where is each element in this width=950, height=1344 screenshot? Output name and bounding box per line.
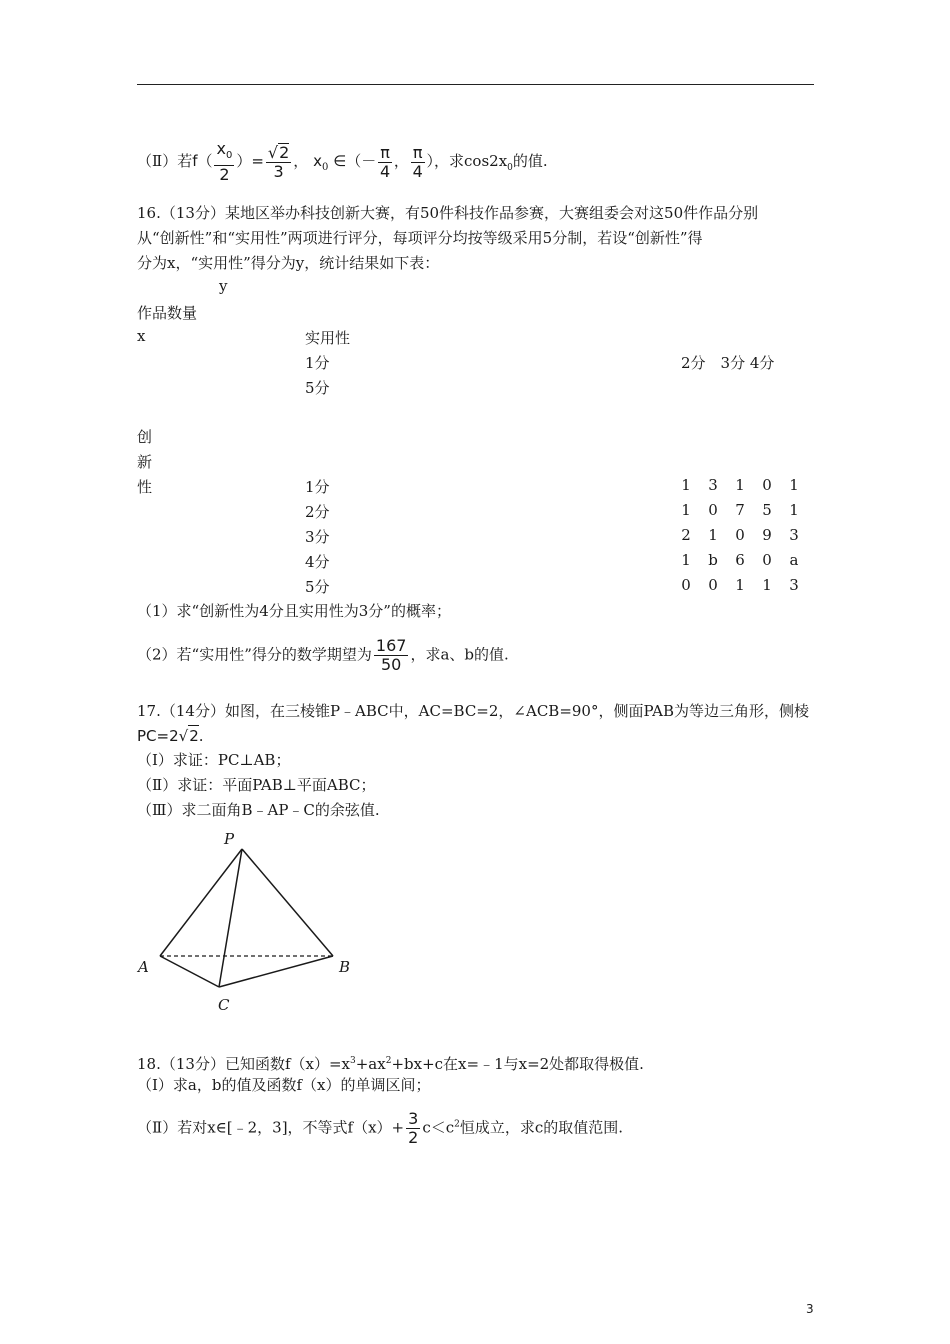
edge-CB — [219, 956, 333, 987]
edge-AC — [160, 956, 219, 987]
q16-line3: 分为x，“实用性”得分为y，统计结果如下表： — [137, 254, 440, 272]
table-cell: 6 — [735, 551, 745, 569]
table-x-label: x — [137, 327, 146, 345]
frac-pi-over-4-b: $\frac{\pi}{4}$ — [412, 142, 423, 181]
row-label-5: 5分 — [305, 578, 330, 596]
table-cell: 0 — [708, 501, 718, 519]
table-cell: a — [789, 551, 799, 569]
row-label-2: 2分 — [305, 503, 330, 521]
q16-line1: 16.（13分）某地区举办科技创新大赛，有50件科技作品参赛，大赛组委会对这50件作品分别 — [137, 204, 759, 222]
frac-x0-over-2: $\frac{x_0}{2}$ — [216, 139, 233, 185]
table-cell: 9 — [762, 526, 772, 544]
frac-167-over-50: $\frac{167}{50}$ — [375, 636, 407, 674]
table-cell: 1 — [735, 476, 745, 494]
page-number: 3 — [806, 1302, 814, 1316]
table-cell: 1 — [735, 576, 745, 594]
table-col-header: 实用性 — [305, 329, 351, 347]
table-cell: 1 — [681, 501, 691, 519]
table-cell: 2 — [681, 526, 691, 544]
vertex-label-P: P — [224, 830, 235, 848]
row-header-char-3: 性 — [137, 478, 153, 496]
table-cell: 5 — [762, 501, 772, 519]
frac-3-over-2: $\frac{3}{2}$ — [408, 1109, 419, 1147]
row-label-3: 3分 — [305, 528, 330, 546]
table-cell: 7 — [735, 501, 745, 519]
q16-sub2: （2）若“实用性”得分的数学期望为 $\frac{167}{50}$ ，求a、b的值. — [137, 636, 509, 674]
frac-pi-over-4-a: $\frac{\pi}{4}$ — [379, 142, 391, 181]
q16-line2: 从“创新性”和“实用性”两项进行评分，每项评分均按等级采用5分制，若设“创新性”得 — [137, 229, 703, 247]
edge-PA — [160, 849, 242, 956]
table-cell: 1 — [681, 476, 691, 494]
table-count-label: 作品数量 — [137, 304, 198, 322]
table-cell: 0 — [762, 476, 772, 494]
table-cell: 1 — [681, 551, 691, 569]
edge-PB — [242, 849, 333, 956]
table-cell: 1 — [789, 476, 799, 494]
q18-line1: 18.（13分）已知函数$f(x)=x^3+ax^2+bx+c$在x=﹣1与x=2处都取得极值. — [137, 1055, 644, 1073]
header-rule — [137, 84, 814, 85]
table-cell: b — [708, 551, 718, 569]
row-header-char-2: 新 — [137, 453, 153, 471]
row-label-4: 4分 — [305, 553, 330, 571]
q17-sub1: （Ⅰ）求证：PC⊥AB； — [137, 751, 291, 769]
table-cell: 1 — [789, 501, 799, 519]
tetrahedron-figure — [130, 825, 370, 1020]
q17-line1: 17.（14分）如图，在三棱锥P﹣ABC中，AC=BC=2，∠ACB=90°，侧面PAB为等边三角形，侧棱 — [137, 702, 810, 720]
frac-sqrt2-over-3: $\frac{√2}{3}$ — [267, 143, 290, 182]
vertex-label-A: A — [138, 958, 149, 976]
table-cell: 0 — [762, 551, 772, 569]
table-y-label: y — [219, 277, 228, 295]
table-cell: 1 — [708, 526, 718, 544]
edge-PC — [219, 849, 242, 987]
table-cols-rest: 2分 3分 4分 — [681, 354, 775, 372]
row-label-1: 1分 — [305, 478, 330, 496]
q18-sub1: （Ⅰ）求a，b的值及函数f（x）的单调区间； — [137, 1076, 431, 1094]
q16-sub1: （1）求“创新性为4分且实用性为3分”的概率； — [137, 602, 451, 620]
table-cell: 3 — [789, 576, 799, 594]
table-cell: 3 — [708, 476, 718, 494]
table-cell: 0 — [708, 576, 718, 594]
table-cell: 0 — [735, 526, 745, 544]
q17-sub2: （Ⅱ）求证：平面PAB⊥平面ABC； — [137, 776, 376, 794]
table-cell: 1 — [762, 576, 772, 594]
row-header-char-1: 创 — [137, 428, 153, 446]
q15-part2: （Ⅱ）若f（ $\frac{x_0}{2}$ ）= $\frac{√2}{3}$ ， $x_0$ ∈（－ $\frac{\pi}{4}$ ， $\frac{\pi}{4}$ ），求$\cos 2x_0$的值. — [137, 139, 548, 185]
table-col-1: 1分 — [305, 354, 330, 372]
q18-sub2: （Ⅱ）若对x∈[﹣2，3]，不等式f（x）+ $\frac{3}{2}$ $c<c^2$恒成立，求c的取值范围. — [137, 1109, 624, 1147]
q17-line2: PC=2√2. — [137, 727, 204, 745]
vertex-label-C: C — [218, 996, 230, 1014]
q17-sub3: （Ⅲ）求二面角B﹣AP﹣C的余弦值. — [137, 801, 380, 819]
table-cell: 3 — [789, 526, 799, 544]
vertex-label-B: B — [339, 958, 351, 976]
table-col-5: 5分 — [305, 379, 330, 397]
table-cell: 0 — [681, 576, 691, 594]
